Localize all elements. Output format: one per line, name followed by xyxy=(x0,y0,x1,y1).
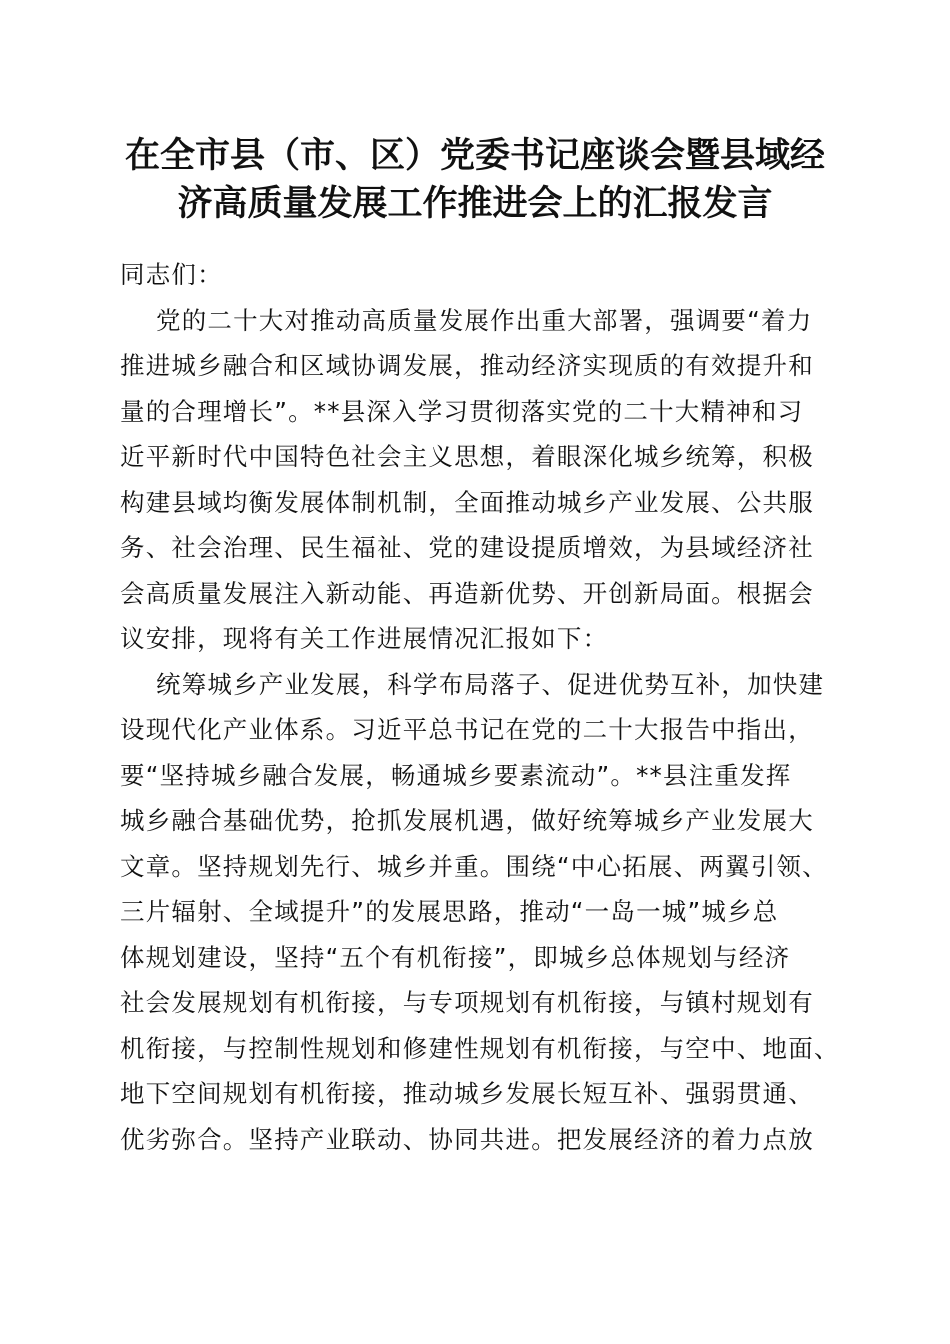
paragraph-line: 量的合理增长”。**县深入学习贯彻落实党的二十大精神和习 xyxy=(120,396,804,426)
paragraph-line: 社会发展规划有机衔接，与专项规划有机衔接，与镇村规划有 xyxy=(120,988,814,1017)
paragraph-2 xyxy=(120,662,840,1163)
paragraph-line: 要“坚持城乡融合发展，畅通城乡要素流动”。**县注重发挥 xyxy=(120,760,792,790)
document-title xyxy=(100,132,850,228)
paragraph-line: 设现代化产业体系。习近平总书记在党的二十大报告中指出， xyxy=(120,715,814,744)
paragraph-line: 议安排，现将有关工作进展情况汇报如下： xyxy=(120,624,609,653)
paragraph-1 xyxy=(120,298,830,662)
paragraph-line: 统筹城乡产业发展，科学布局落子、促进优势互补，加快建 xyxy=(156,669,825,699)
paragraph-line: 优劣弥合。坚持产业联动、协同共进。把发展经济的着力点放 xyxy=(120,1124,814,1154)
paragraph-line: 体规划建设，坚持“五个有机衔接”，即城乡总体规划与经济 xyxy=(120,942,791,972)
title-line-2: 济高质量发展工作推进会上的汇报发言 xyxy=(177,183,773,224)
paragraph-line: 近平新时代中国特色社会主义思想，着眼深化城乡统筹，积极 xyxy=(120,442,814,471)
salutation: 同志们： xyxy=(120,260,223,289)
title-line-1: 在全市县（市、区）党委书记座谈会暨县域经 xyxy=(124,135,825,176)
paragraph-line: 文章。坚持规划先行、城乡并重。围绕“中心拓展、两翼引领、 xyxy=(120,851,828,881)
paragraph-line: 会高质量发展注入新动能、再造新优势、开创新局面。根据会 xyxy=(120,578,814,608)
paragraph-line: 构建县域均衡发展体制机制，全面推动城乡产业发展、公共服 xyxy=(120,487,814,517)
paragraph-line: 务、社会治理、民生福祉、党的建设提质增效，为县域经济社 xyxy=(120,533,814,562)
paragraph-line: 机衔接，与控制性规划和修建性规划有机衔接，与空中、地面、 xyxy=(120,1033,840,1063)
paragraph-line: 地下空间规划有机衔接，推动城乡发展长短互补、强弱贯通、 xyxy=(120,1079,814,1108)
paragraph-line: 推进城乡融合和区域协调发展，推动经济实现质的有效提升和 xyxy=(120,351,814,380)
paragraph-line: 三片辐射、全域提升”的发展思路，推动“一岛一城”城乡总 xyxy=(120,897,779,926)
paragraph-line: 党的二十大对推动高质量发展作出重大部署，强调要“着力 xyxy=(156,305,813,335)
document-body xyxy=(120,252,840,1162)
paragraph-line: 城乡融合基础优势，抢抓发展机遇，做好统筹城乡产业发展大 xyxy=(120,806,814,835)
